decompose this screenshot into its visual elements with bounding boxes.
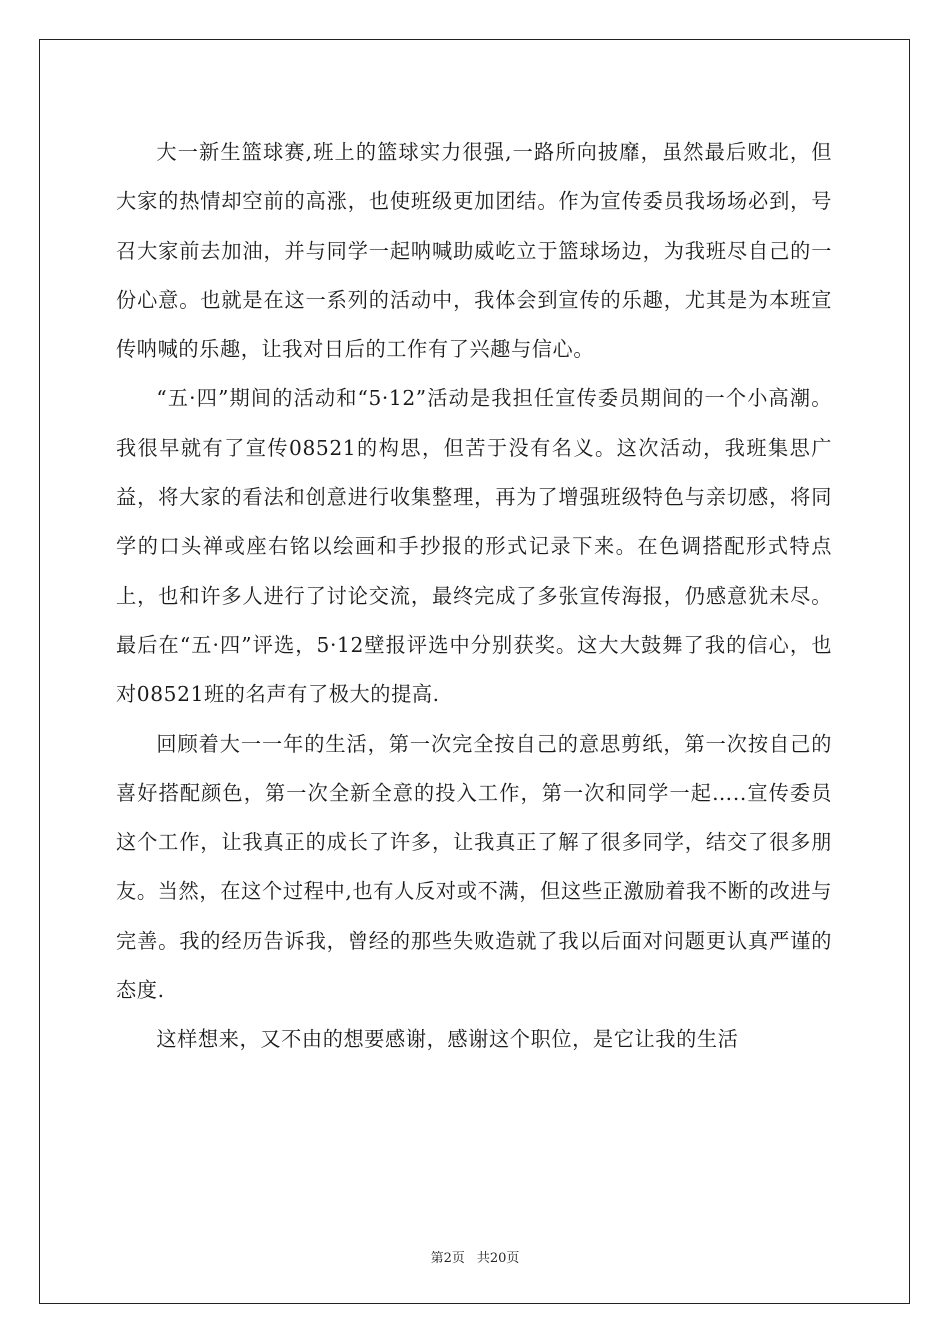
paragraph-thanks: 这样想来，又不由的想要感谢，感谢这个职位，是它让我的生活 (156, 1027, 739, 1052)
paragraph-review: 回顾着大一一年的生活，第一次完全按自己的意思剪纸，第一次按自己的喜好搭配颜色，第一次全新全意的投入工作，第一次和同学一起…..宣传委员这个工作，让我真正的成长了许多，让我真正了解了很多同学，结交了很多朋友。当然，在这个过程中,也有人反对或不满，但这些正激励着我不断的改进与完善。我的经历告诉我，曾经的那些失败造就了我以后面对问题更认真严谨的态度. (116, 731, 832, 1003)
paragraph-basketball: 大一新生篮球赛,班上的篮球实力很强,一路所向披靡，虽然最后败北，但大家的热情却空前的高涨，也使班级更加团结。作为宣传委员我场场必到，号召大家前去加油，并与同学一起呐喊助威屹立于篮球场边，为我班尽自己的一份心意。也就是在这一系列的活动中，我体会到宣传的乐趣，尤其是为本班宣传呐喊的乐趣，让我对日后的工作有了兴趣与信心。 (116, 140, 832, 362)
paragraph-may-fourth: “五·四”期间的活动和“5·12”活动是我担任宣传委员期间的一个小高潮。我很早就有了宣传08521的构思，但苦于没有名义。这次活动，我班集思广益，将大家的看法和创意进行收集整理，再为了增强班级特色与亲切感，将同学的口头禅或座右铭以绘画和手抄报的形式记录下来。在色调搭配形式特点上，也和许多人进行了讨论交流，最终完成了多张宣传海报，仍感意犹未尽。最后在“五·四”评选，5·12壁报评选中分别获奖。这大大鼓舞了我的信心，也对08521班的名声有了极大的提高. (116, 386, 832, 707)
page-total: 共20页 (476, 1251, 520, 1266)
document-body (116, 128, 832, 1065)
page-footer (0, 1247, 950, 1266)
page-number: 第2页 (430, 1251, 465, 1266)
